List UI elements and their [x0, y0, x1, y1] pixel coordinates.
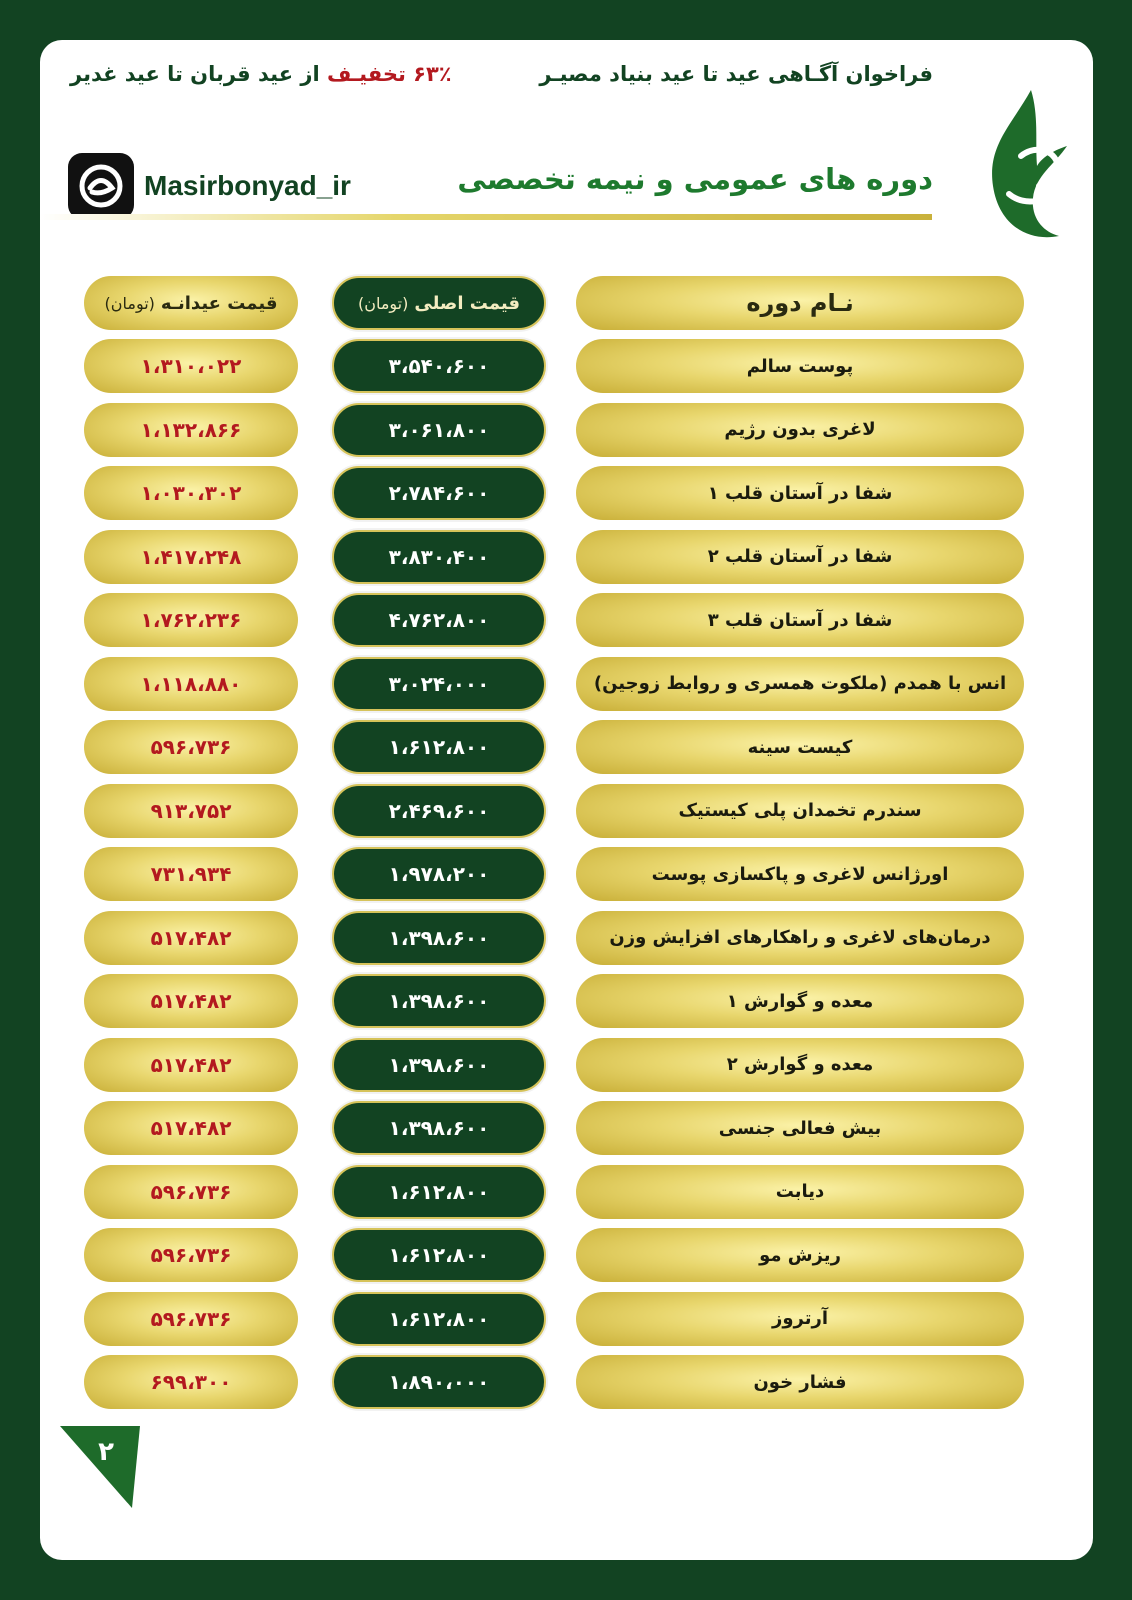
- discount-price-cell-text: ۷۳۱،۹۳۴: [150, 862, 232, 886]
- original-price-cell: [332, 1165, 546, 1219]
- original-price-cell-text: ۱،۳۹۸،۶۰۰: [388, 1116, 490, 1140]
- original-price-cell-text: ۱،۶۱۲،۸۰۰: [388, 1179, 490, 1204]
- discount-price-cell-text: ۱،۴۱۷،۲۴۸: [140, 544, 242, 569]
- discount-price-cell-text: ۱،۰۳۰،۳۰۲: [140, 481, 242, 505]
- header-course-name: نـام دوره: [576, 276, 1024, 330]
- original-price-cell: [332, 911, 546, 965]
- original-price-cell-text: ۳،۵۴۰،۶۰۰: [388, 354, 490, 378]
- course-name-cell: [576, 720, 1024, 774]
- original-price-cell-text: ۳،۰۲۴،۰۰۰: [388, 671, 490, 696]
- course-name-cell: [576, 1228, 1024, 1282]
- discount-price-cell: [84, 657, 298, 711]
- header-discount-label: قیمت عیدانـه: [160, 292, 278, 314]
- course-name-cell: [576, 1165, 1024, 1219]
- course-name-cell-text: آرتروز: [771, 1308, 829, 1329]
- instagram-logo-icon: [68, 153, 134, 219]
- discount-price-cell: [84, 339, 298, 393]
- campaign-title: فراخوان آگـاهی عید تا عید بنیاد مصیـر: [539, 62, 933, 86]
- discount-price-cell-text: ۵۹۶،۷۳۶: [150, 1243, 232, 1267]
- discount-price-cell: [84, 403, 298, 457]
- discount-price-cell: [84, 847, 298, 901]
- header-discount-price: [84, 276, 298, 330]
- original-price-cell-text: ۱،۳۹۸،۶۰۰: [388, 925, 490, 950]
- discount-price-cell: [84, 1292, 298, 1346]
- discount-promo: [70, 62, 452, 86]
- discount-price-cell-text: ۵۱۷،۴۸۲: [150, 1052, 232, 1077]
- course-name-cell-text: انس با همدم (ملکوت همسری و روابط زوجین): [593, 673, 1007, 694]
- original-price-cell-text: ۱،۶۱۲،۸۰۰: [388, 735, 490, 759]
- page: [40, 40, 1093, 1560]
- original-price-cell: [332, 403, 546, 457]
- course-name-cell: [576, 657, 1024, 711]
- original-price-cell: [332, 974, 546, 1028]
- discount-price-cell-text: ۵۱۷،۴۸۲: [150, 1116, 232, 1140]
- course-name-cell: [576, 911, 1024, 965]
- discount-price-cell: [84, 720, 298, 774]
- discount-price-cell-text: ۵۱۷،۴۸۲: [150, 925, 232, 950]
- discount-price-cell-text: ۵۱۷،۴۸۲: [150, 989, 232, 1013]
- discount-period: از عید قربان تا عید غدیر: [70, 62, 327, 86]
- original-price-cell: [332, 720, 546, 774]
- course-name-cell: [576, 1101, 1024, 1155]
- discount-price-cell: [84, 1165, 298, 1219]
- discount-price-cell-text: ۵۹۶،۷۳۶: [150, 1179, 232, 1204]
- course-name-cell-text: درمان‌های لاغری و راهکارهای افزایش وزن: [609, 927, 991, 948]
- course-name-cell: [576, 1355, 1024, 1409]
- original-price-cell: [332, 1038, 546, 1092]
- page-number: ۲: [98, 1437, 114, 1467]
- course-name-cell: [576, 1038, 1024, 1092]
- original-price-cell-text: ۱،۹۷۸،۲۰۰: [388, 862, 490, 886]
- course-name-cell: [576, 784, 1024, 838]
- original-price-cell: [332, 466, 546, 520]
- course-name-cell-text: ریزش مو: [759, 1244, 841, 1266]
- discount-price-cell-text: ۱،۷۶۲،۲۳۶: [140, 608, 242, 632]
- handle-text: Masirbonyad_ir: [144, 170, 351, 201]
- course-name-cell-text: بیش فعالی جنسی: [718, 1117, 882, 1139]
- discount-price-cell: [84, 974, 298, 1028]
- original-price-cell: [332, 784, 546, 838]
- course-name-cell-text: فشار خون: [753, 1371, 847, 1393]
- course-name-cell-text: شفا در آستان قلب ۱: [707, 482, 893, 504]
- course-name-cell-text: پوست سالم: [746, 355, 854, 377]
- discount-price-cell: [84, 784, 298, 838]
- discount-price-cell-text: ۶۹۹،۳۰۰: [150, 1370, 232, 1394]
- original-price-cell-text: ۱،۶۱۲،۸۰۰: [388, 1306, 490, 1331]
- course-name-cell: [576, 593, 1024, 647]
- discount-price-cell: [84, 593, 298, 647]
- headline: [70, 62, 933, 86]
- discount-price-cell: [84, 466, 298, 520]
- discount-price-cell: [84, 530, 298, 584]
- discount-price-cell-text: ۹۱۳،۷۵۲: [150, 798, 232, 823]
- discount-price-cell-text: ۱،۱۳۲،۸۶۶: [140, 417, 242, 442]
- original-price-cell: [332, 530, 546, 584]
- original-price-cell-text: ۱،۳۹۸،۶۰۰: [388, 1052, 490, 1077]
- original-price-cell: [332, 847, 546, 901]
- discount-percent: ۶۳٪ تخفیـف: [326, 62, 452, 86]
- original-price-cell: [332, 1355, 546, 1409]
- discount-price-cell: [84, 1228, 298, 1282]
- course-name-cell-text: معده و گوارش ۱: [726, 990, 874, 1012]
- original-price-cell: [332, 1101, 546, 1155]
- original-price-cell: [332, 339, 546, 393]
- course-name-cell: [576, 530, 1024, 584]
- discount-price-cell: [84, 911, 298, 965]
- discount-price-cell-text: ۱،۳۱۰،۰۲۲: [140, 354, 242, 378]
- course-name-cell-text: سندرم تخمدان پلی کیستیک: [678, 800, 922, 821]
- original-price-cell-text: ۲،۴۶۹،۶۰۰: [388, 798, 490, 823]
- section-title: دوره های عمومی و نیمه تخصصی: [457, 162, 933, 196]
- original-price-cell-text: ۱،۳۹۸،۶۰۰: [388, 989, 490, 1013]
- original-price-cell: [332, 1228, 546, 1282]
- discount-price-cell-text: ۵۹۶،۷۳۶: [150, 1306, 232, 1331]
- masir-logo-icon: [981, 86, 1081, 246]
- course-name-cell: [576, 974, 1024, 1028]
- original-price-cell: [332, 1292, 546, 1346]
- course-name-cell-text: شفا در آستان قلب ۲: [707, 546, 893, 567]
- header-original-label: قیمت اصلی: [414, 292, 521, 314]
- original-price-cell: [332, 657, 546, 711]
- course-name-cell: [576, 339, 1024, 393]
- course-name-cell: [576, 466, 1024, 520]
- discount-price-cell-text: ۵۹۶،۷۳۶: [150, 735, 232, 759]
- course-name-cell-text: شفا در آستان قلب ۳: [707, 609, 893, 631]
- discount-price-cell: [84, 1101, 298, 1155]
- original-price-cell-text: ۳،۸۳۰،۴۰۰: [388, 544, 490, 569]
- original-price-cell-text: ۲،۷۸۴،۶۰۰: [388, 481, 490, 505]
- course-name-cell-text: اورژانس لاغری و پاکسازی پوست: [651, 863, 949, 885]
- course-name-cell-text: لاغری بدون رژیم: [724, 419, 876, 440]
- course-name-cell: [576, 847, 1024, 901]
- discount-price-cell: [84, 1355, 298, 1409]
- discount-price-cell-text: ۱،۱۱۸،۸۸۰: [140, 671, 242, 696]
- original-price-cell-text: ۱،۸۹۰،۰۰۰: [388, 1370, 490, 1394]
- course-name-cell-text: دیابت: [775, 1181, 825, 1202]
- original-price-cell-text: ۴،۷۶۲،۸۰۰: [388, 608, 490, 632]
- header-original-price: [332, 276, 546, 330]
- original-price-cell: [332, 593, 546, 647]
- header-original-unit: (تومان): [357, 293, 409, 313]
- discount-price-cell: [84, 1038, 298, 1092]
- page-number-badge: [60, 1426, 140, 1508]
- social-handle: [68, 153, 351, 219]
- header-discount-unit: (تومان): [104, 293, 155, 313]
- course-name-cell-text: معده و گوارش ۲: [726, 1054, 874, 1075]
- course-name-cell: [576, 403, 1024, 457]
- gold-divider: [40, 214, 932, 220]
- course-name-cell-text: کیست سینه: [747, 736, 853, 758]
- original-price-cell-text: ۱،۶۱۲،۸۰۰: [388, 1243, 490, 1267]
- course-name-cell: [576, 1292, 1024, 1346]
- original-price-cell-text: ۳،۰۶۱،۸۰۰: [388, 417, 490, 442]
